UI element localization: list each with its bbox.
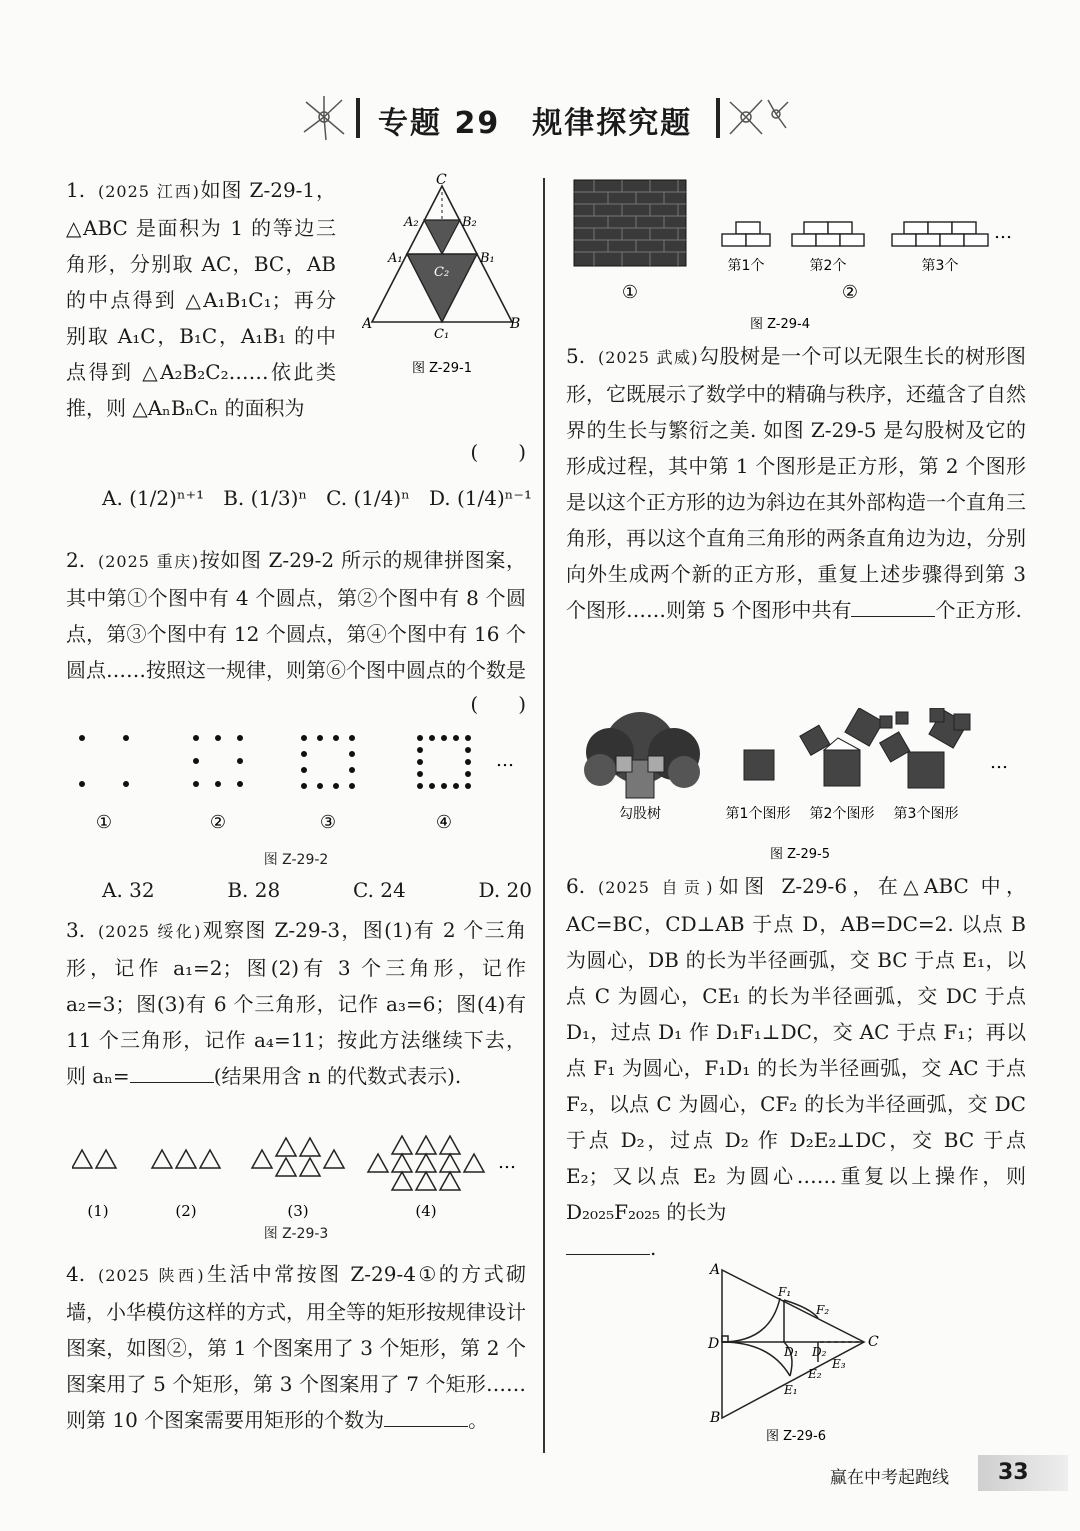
label-E2: E₂ — [808, 1367, 822, 1381]
label-A1: A₁ — [388, 251, 403, 266]
question-text: 按如图 Z-29-2 所示的规律拼图案，其中第①个图中有 4 个圆点，第②个图中有 8 个圆点，第③个图中有 12 个圆点，第④个图中有 16 个圆点……按照这一规律，则第⑥个图中圆点的个数是 — [66, 548, 526, 682]
question-2 — [66, 542, 532, 902]
question-text: 如图 Z-29-6，在△ABC 中，AC=BC，CD⊥AB 于点 D，AB=DC=2. 以点 B 为圆心，DB 的长为半径画弧，交 BC 于点 E₁，以点 C 为圆心，CE₁ 的长为半径画弧，交 DC 于点 D₁，过点 D₁ 作 D₁F₁⊥DC，交 AC 于点 F₁；再以点 F₁ 为圆心，F₁D₁ 的长为半径画弧，交 AC 于点 F₂，以点 C 为圆心，CF₂ 的长为半径画弧，交 DC 于点 D₂，过点 D₂ 作 D₂E₂⊥DC，交 BC 于点 E₂；又以点 E₂ 为圆心……重复以上操作，则 D₂₀₂₅F₂₀₂₅ 的长为 — [566, 874, 1026, 1224]
question-4 — [66, 1256, 526, 1438]
label-A2: A₂ — [404, 215, 419, 230]
figure-caption: 图 Z-29-4 — [749, 317, 811, 332]
label-B2: B₂ — [462, 215, 477, 230]
question-6 — [566, 868, 1026, 1266]
answer-blank[interactable] — [384, 1404, 468, 1427]
label-F2: F₂ — [816, 1303, 830, 1317]
option-a: A. 32 — [102, 878, 155, 902]
question-text-after: 。 — [468, 1408, 489, 1432]
flower-ornament-left-icon — [296, 92, 352, 142]
option-c: C. 24 — [352, 878, 406, 902]
label-B: B — [510, 316, 521, 332]
fig-label-2: ② — [841, 282, 859, 303]
option-d: D. (1/4)ⁿ⁻¹ — [428, 486, 532, 510]
ellipsis: … — [994, 222, 1012, 243]
left-column — [66, 172, 532, 1438]
label-C: C — [868, 1334, 879, 1350]
fig-label-2: 第2个图形 — [809, 806, 875, 822]
question-text: 如图 Z-29-1，△ABC 是面积为 1 的等边三角形，分别取 AC，BC，AB 的中点得到 △A₁B₁C₁；再分别取 A₁C，B₁C，A₁B₁ 的中点得到 △A₂B₂C₂……依此类推，则 △AₙBₙCₙ 的面积为 — [66, 178, 336, 420]
fig-label-2: (2) — [175, 1202, 197, 1220]
fig-label-1: (1) — [87, 1202, 109, 1220]
option-c: C. (1/4)ⁿ — [326, 486, 410, 510]
option-a: A. (1/2)ⁿ⁺¹ — [102, 486, 205, 510]
question-number: 3. — [66, 918, 86, 942]
answer-options — [102, 480, 532, 516]
question-1 — [66, 172, 532, 542]
figure-z-29-4 — [570, 178, 1040, 338]
fig-label-pattern-1: 第1个 — [727, 258, 765, 274]
figure-z-29-6 — [700, 1258, 900, 1448]
ellipsis: … — [990, 752, 1008, 773]
figure-caption: 图 Z-29-3 — [263, 1226, 329, 1242]
footer-text: 赢在中考起跑线 — [830, 1468, 949, 1488]
answer-blank[interactable] — [851, 594, 935, 617]
ellipsis: … — [498, 1152, 516, 1173]
figure-z-29-1 — [362, 172, 522, 382]
answer-paren: ( ) — [470, 692, 526, 716]
figure-caption: 图 Z-29-6 — [765, 1429, 827, 1444]
question-number: 6. — [566, 874, 586, 898]
figure-caption: 图 Z-29-1 — [411, 361, 473, 376]
label-C2: C₂ — [434, 265, 450, 280]
ellipsis: … — [496, 750, 514, 771]
question-text-after: 个正方形. — [935, 598, 1022, 622]
header-bar-left — [356, 98, 360, 138]
fig-label-4: (4) — [415, 1202, 437, 1220]
fig-label-3: (3) — [287, 1202, 309, 1220]
fig-label-2: ② — [209, 812, 227, 833]
fig-label-pattern-3: 第3个 — [921, 258, 959, 274]
question-text-after: (结果用含 n 的代数式表示). — [213, 1064, 462, 1088]
label-E3: E₃ — [832, 1357, 846, 1371]
page-title: 专题 29 规律探究题 — [378, 106, 693, 141]
answer-blank[interactable] — [566, 1232, 650, 1255]
question-source: (2025 江西) — [98, 182, 200, 201]
question-text: 生活中常按图 Z-29-4①的方式砌墙，小华模仿这样的方式，用全等的矩形按规律设计图案，如图②，第 1 个图案用了 3 个矩形，第 2 个图案用了 5 个矩形，第 3 个图案用了 7 个矩形……则第 10 个图案需要用矩形的个数为 — [66, 1262, 526, 1432]
page-number: 33 — [978, 1455, 1068, 1491]
question-text: 观察图 Z-29-3，图(1)有 2 个三角形，记作 a₁=2；图(2)有 3 个三角形，记作 a₂=3；图(3)有 6 个三角形，记作 a₃=6；图(4)有 11 个三角形，记作 a₄=11；按此方法继续下去，则 aₙ= — [66, 918, 527, 1088]
figure-caption: 图 Z-29-5 — [769, 847, 831, 862]
label-F1: F₁ — [778, 1285, 792, 1299]
label-E1: E₁ — [784, 1383, 798, 1397]
option-b: B. 28 — [227, 878, 281, 902]
column-divider — [543, 178, 545, 1453]
label-C: C — [436, 172, 447, 188]
question-source: (2025 武威) — [598, 348, 699, 367]
question-source: (2025 重庆) — [98, 552, 200, 571]
question-3 — [66, 912, 526, 1242]
label-A: A — [710, 1262, 721, 1278]
label-D1: D₁ — [784, 1345, 799, 1359]
right-column — [566, 338, 1026, 628]
label-B: B — [710, 1410, 721, 1426]
label-A: A — [362, 316, 373, 332]
fig-label-1: 第1个图形 — [725, 806, 791, 822]
question-number: 2. — [66, 548, 86, 572]
figure-z-29-2 — [66, 728, 526, 848]
fig-label-pattern-2: 第2个 — [809, 258, 847, 274]
header-bar-right — [716, 98, 720, 138]
label-D2: D₂ — [812, 1345, 827, 1359]
label-D: D — [708, 1336, 720, 1352]
question-text-after: . — [650, 1236, 657, 1260]
question-source: (2025 陕西) — [98, 1266, 205, 1285]
label-C1: C₁ — [434, 327, 450, 342]
fig-label-tree: 勾股树 — [619, 806, 661, 822]
question-text: 勾股树是一个可以无限生长的树形图形，它既展示了数学中的精确与秩序，还蕴含了自然界的生长与繁衍之美. 如图 Z-29-5 是勾股树及它的形成过程，其中第 1 个图形是正方形，第 2 个图形是以这个正方形的边为斜边在其外部构造一个直角三角形，再以这个直角三角形的两条直角边为边，分别向外生成两个新的正方形，重复上述步骤得到第 3 个图形……则第 5 个图形中共有 — [566, 344, 1027, 622]
answer-options — [102, 872, 532, 908]
question-source: (2025 自贡) — [598, 878, 714, 897]
question-number: 5. — [566, 344, 586, 368]
answer-blank[interactable] — [130, 1060, 214, 1083]
question-number: 1. — [66, 178, 86, 202]
question-5 — [566, 338, 1026, 628]
fig-label-3: 第3个图形 — [893, 806, 959, 822]
flower-ornament-right-icon — [724, 92, 794, 142]
answer-paren: ( ) — [470, 440, 526, 464]
fig-label-1: ① — [621, 282, 639, 303]
question-number: 4. — [66, 1262, 86, 1286]
fig-label-3: ③ — [319, 812, 337, 833]
pythagoras-tree-icon — [584, 712, 700, 798]
fig-label-4: ④ — [435, 812, 453, 833]
option-b: B. (1/3)ⁿ — [223, 486, 308, 510]
label-B1: B₁ — [480, 251, 495, 266]
option-d: D. 20 — [478, 878, 532, 902]
question-source: (2025 绥化) — [98, 922, 202, 941]
figure-caption: 图 Z-29-2 — [263, 852, 329, 868]
fig-label-1: ① — [95, 812, 113, 833]
figure-z-29-5 — [570, 708, 1040, 868]
page-header — [0, 88, 1080, 148]
